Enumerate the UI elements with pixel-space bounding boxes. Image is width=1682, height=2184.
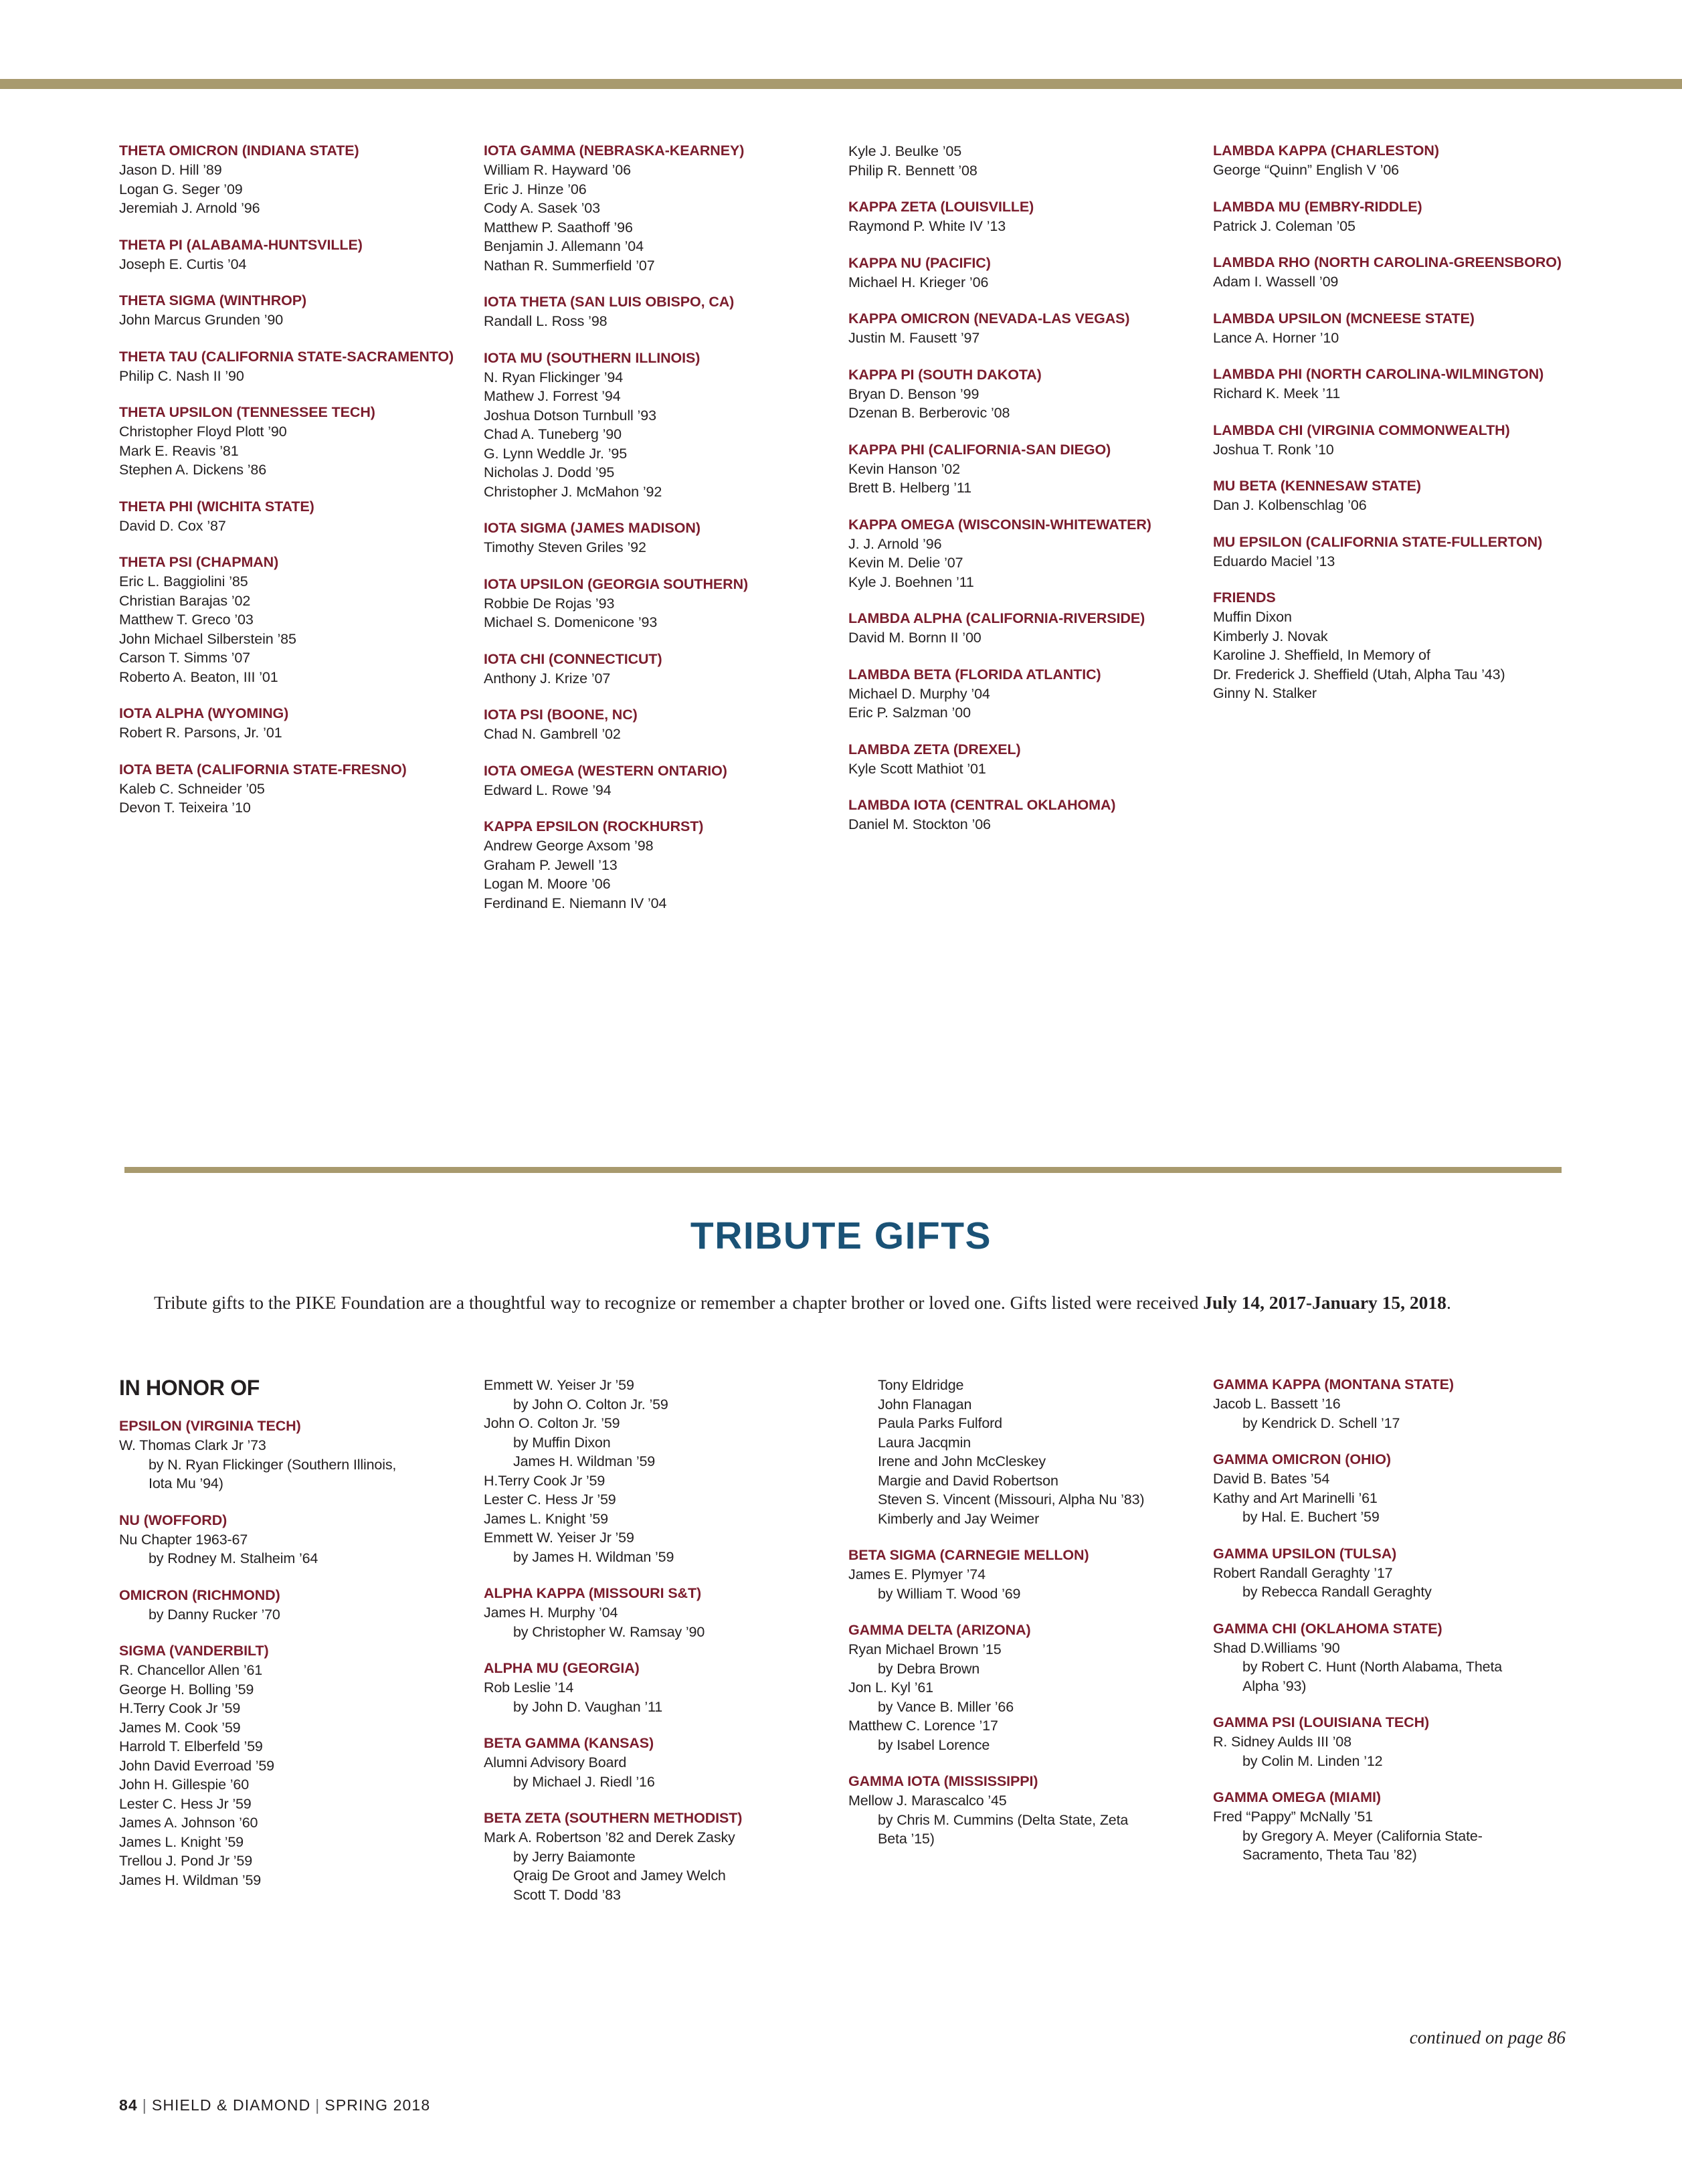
tribute-honoree-name: James M. Cook ’59 (119, 1719, 241, 1736)
tribute-honoree-name: James L. Knight ’59 (484, 1510, 608, 1527)
tribute-donor-credit: Qraig De Groot and Jamey Welch (513, 1868, 726, 1884)
donor-name: Eduardo Maciel ’13 (1213, 553, 1335, 569)
tribute-honoree-name: Ryan Michael Brown ’15 (848, 1641, 1002, 1657)
chapter-group (848, 142, 1200, 180)
tribute-chapter-heading: BETA SIGMA (CARNEGIE MELLON) (848, 1547, 1089, 1563)
tribute-donor-credit: James H. Wildman ’59 (513, 1453, 656, 1469)
tribute-chapter-group (1213, 1451, 1563, 1527)
tribute-column (119, 1376, 484, 1922)
donor-name: Bryan D. Benson ’99 (848, 385, 979, 402)
tribute-donor-credit: Sacramento, Theta Tau ’82) (1242, 1847, 1417, 1863)
tribute-donor-credit: Scott T. Dodd ’83 (513, 1886, 621, 1903)
tribute-honoree-name: James H. Murphy ’04 (484, 1605, 618, 1621)
tribute-honoree-name: Jon L. Kyl ’61 (848, 1679, 933, 1696)
tribute-donor-credit: by Jerry Baiamonte (513, 1848, 636, 1865)
chapter-heading: LAMBDA PHI (NORTH CAROLINA-WILMINGTON) (1213, 366, 1544, 382)
tribute-chapter-heading: ALPHA MU (GEORGIA) (484, 1660, 640, 1676)
tribute-honoree-name: Emmett W. Yeiser Jr ’59 (484, 1530, 634, 1546)
tribute-chapter-heading: GAMMA PSI (LOUISIANA TECH) (1213, 1714, 1430, 1730)
tribute-honoree-name: George H. Bolling ’59 (119, 1681, 254, 1698)
intro-date-range: July 14, 2017-January 15, 2018 (1203, 1292, 1446, 1313)
chapter-heading: KAPPA OMEGA (WISCONSIN-WHITEWATER) (848, 516, 1151, 533)
donor-name: Kevin Hanson ’02 (848, 460, 960, 477)
donor-name: Eric P. Salzman ’00 (848, 705, 971, 721)
chapter-group (1213, 533, 1564, 571)
donor-name: Lance A. Horner ’10 (1213, 329, 1339, 346)
tribute-donor-credit: by Danny Rucker ’70 (149, 1606, 280, 1623)
tribute-donor-credit: by Isabel Lorence (878, 1736, 990, 1753)
tribute-chapter-group (1213, 1789, 1563, 1865)
tribute-chapter-group (484, 1376, 834, 1566)
donor-name: Ferdinand E. Niemann IV ’04 (484, 895, 667, 911)
donor-name: Ginny N. Stalker (1213, 685, 1317, 701)
chapter-group (848, 610, 1200, 648)
tribute-donor-credit: by Debra Brown (878, 1660, 980, 1677)
tribute-listing (119, 1376, 1578, 1922)
chapter-group (1213, 254, 1564, 292)
chapter-heading: LAMBDA UPSILON (MCNEESE STATE) (1213, 310, 1475, 327)
donor-name: Kyle J. Boehnen ’11 (848, 573, 974, 590)
donor-name: Logan G. Seger ’09 (119, 181, 243, 197)
tribute-donor-credit: by William T. Wood ’69 (878, 1585, 1021, 1602)
tribute-chapter-heading: GAMMA OMICRON (OHIO) (1213, 1451, 1391, 1467)
donor-name: Adam I. Wassell ’09 (1213, 274, 1339, 290)
tribute-honoree-name: Kathy and Art Marinelli ’61 (1213, 1489, 1378, 1506)
chapter-group (848, 516, 1200, 592)
chapter-heading: KAPPA NU (PACIFIC) (848, 254, 991, 271)
tribute-donor-credit: by Robert C. Hunt (North Alabama, Theta (1242, 1659, 1503, 1675)
chapter-group (119, 761, 470, 818)
chapter-heading: KAPPA EPSILON (ROCKHURST) (484, 818, 704, 834)
donor-name: Kimberly J. Novak (1213, 628, 1328, 644)
donor-name: Andrew George Axsom ’98 (484, 838, 654, 854)
chapter-heading: THETA SIGMA (WINTHROP) (119, 292, 307, 308)
chapter-heading: IOTA SIGMA (JAMES MADISON) (484, 520, 700, 536)
chapter-heading: KAPPA PI (SOUTH DAKOTA) (848, 366, 1042, 383)
in-honor-of-heading: IN HONOR OF (119, 1376, 260, 1400)
tribute-honoree-name: Robert Randall Geraghty ’17 (1213, 1564, 1393, 1581)
chapter-group (1213, 198, 1564, 236)
chapter-group (484, 818, 835, 913)
tribute-honoree-name: Lester C. Hess Jr ’59 (119, 1795, 252, 1812)
chapter-heading: THETA TAU (CALIFORNIA STATE-SACRAMENTO) (119, 348, 454, 365)
donor-name: Michael D. Murphy ’04 (848, 685, 990, 702)
chapter-heading: LAMBDA MU (EMBRY-RIDDLE) (1213, 198, 1422, 215)
donor-name: Dan J. Kolbenschlag ’06 (1213, 497, 1367, 513)
donor-name: Karoline J. Sheffield, In Memory of (1213, 647, 1430, 663)
chapter-heading: LAMBDA RHO (NORTH CAROLINA-GREENSBORO) (1213, 254, 1562, 270)
donor-name: Justin M. Fausett ’97 (848, 330, 980, 346)
chapter-heading: FRIENDS (1213, 589, 1276, 606)
chapter-group (848, 310, 1200, 348)
chapter-group (119, 236, 470, 274)
tribute-honoree-name: R. Chancellor Allen ’61 (119, 1662, 263, 1678)
donor-name: Carson T. Simms ’07 (119, 650, 251, 666)
tribute-donor-credit: by Rodney M. Stalheim ’64 (149, 1550, 318, 1566)
donor-name: Mark E. Reavis ’81 (119, 442, 239, 459)
footer-separator-2: | (315, 2096, 320, 2114)
donor-name: Benjamin J. Allemann ’04 (484, 238, 644, 254)
tribute-chapter-group (484, 1584, 834, 1641)
tribute-chapter-group (119, 1586, 469, 1625)
chapter-heading: IOTA UPSILON (GEORGIA SOUTHERN) (484, 575, 749, 592)
tribute-chapter-group (1213, 1545, 1563, 1602)
donor-name: Logan M. Moore ’06 (484, 876, 611, 892)
donor-name: Nathan R. Summerfield ’07 (484, 257, 655, 274)
tribute-chapter-heading: BETA ZETA (SOUTHERN METHODIST) (484, 1810, 743, 1826)
tribute-column (1213, 1376, 1578, 1922)
tribute-honoree-name: Harrold T. Elberfeld ’59 (119, 1738, 263, 1754)
tribute-honoree-name: Trellou J. Pond Jr ’59 (119, 1853, 253, 1869)
donor-name: Matthew P. Saathoff ’96 (484, 219, 633, 236)
footer-publication: SHIELD & DIAMOND (151, 2096, 311, 2114)
tribute-donor-credit: Iota Mu ’94) (149, 1475, 223, 1491)
tribute-chapter-heading: GAMMA IOTA (MISSISSIPPI) (848, 1773, 1038, 1789)
donor-name: Philip R. Bennett ’08 (848, 162, 977, 179)
donor-name: J. J. Arnold ’96 (848, 535, 942, 552)
chapter-group (1213, 477, 1564, 515)
chapter-group (119, 553, 470, 687)
chapter-group (119, 498, 470, 536)
donor-name: Randall L. Ross ’98 (484, 313, 608, 329)
tribute-honoree-name: Jacob L. Bassett ’16 (1213, 1396, 1341, 1412)
donor-name: Kevin M. Delie ’07 (848, 555, 963, 571)
chapter-heading: THETA PHI (WICHITA STATE) (119, 498, 314, 515)
tribute-chapter-group (1213, 1714, 1563, 1770)
donor-name: Anthony J. Krize ’07 (484, 670, 611, 687)
donor-name: Joshua Dotson Turnbull ’93 (484, 407, 656, 424)
donor-name: John Marcus Grunden ’90 (119, 312, 284, 328)
tribute-donor-credit: by Gregory A. Meyer (California State- (1242, 1827, 1483, 1844)
chapter-group (1213, 589, 1564, 703)
donor-name: Robert R. Parsons, Jr. ’01 (119, 725, 282, 741)
donor-name: Timothy Steven Griles ’92 (484, 539, 646, 555)
chapter-group (119, 348, 470, 386)
footer-page-number: 84 (119, 2096, 138, 2114)
tribute-chapter-group (1213, 1620, 1563, 1696)
tribute-donor-credit: Paula Parks Fulford (878, 1415, 1002, 1431)
continued-note: continued on page 86 (1409, 2027, 1566, 2047)
tribute-honoree-name: David B. Bates ’54 (1213, 1471, 1330, 1487)
tribute-donor-credit: Irene and John McCleskey (878, 1453, 1046, 1469)
donor-name: Christian Barajas ’02 (119, 592, 251, 609)
donor-name: Joshua T. Ronk ’10 (1213, 441, 1334, 458)
tribute-honoree-name: James H. Wildman ’59 (119, 1872, 262, 1888)
tribute-donor-credit: Tony Eldridge (878, 1377, 964, 1393)
tribute-honoree-name: Matthew C. Lorence ’17 (848, 1718, 998, 1734)
tribute-donor-credit: by Michael J. Riedl ’16 (513, 1773, 655, 1790)
tribute-donor-credit: by Vance B. Miller ’66 (878, 1698, 1014, 1715)
donor-name: Nicholas J. Dodd ’95 (484, 464, 615, 480)
tribute-chapter-heading: EPSILON (VIRGINIA TECH) (119, 1418, 301, 1434)
chapter-heading: LAMBDA IOTA (CENTRAL OKLAHOMA) (848, 797, 1116, 813)
chapter-group (848, 666, 1200, 723)
chapter-heading: LAMBDA ALPHA (CALIFORNIA-RIVERSIDE) (848, 610, 1145, 626)
donor-name: George “Quinn” English V ’06 (1213, 162, 1400, 178)
chapter-heading: LAMBDA ZETA (DREXEL) (848, 741, 1021, 757)
donor-name: John Michael Silberstein ’85 (119, 630, 296, 647)
chapter-heading: KAPPA OMICRON (NEVADA-LAS VEGAS) (848, 310, 1130, 327)
donor-name: David D. Cox ’87 (119, 517, 226, 534)
chapter-heading: MU BETA (KENNESAW STATE) (1213, 478, 1421, 494)
page-footer (119, 2096, 430, 2114)
section-divider-rule (124, 1167, 1562, 1173)
tribute-honoree-name: John H. Gillespie ’60 (119, 1777, 250, 1793)
donor-name: Jeremiah J. Arnold ’96 (119, 200, 260, 216)
donor-name: David M. Bornn II ’00 (848, 630, 982, 646)
chapter-heading: THETA PI (ALABAMA-HUNTSVILLE) (119, 236, 363, 253)
tribute-donor-credit: Margie and David Robertson (878, 1472, 1058, 1489)
tribute-chapter-group (484, 1659, 834, 1716)
chapter-group (484, 575, 835, 632)
donor-name: Stephen A. Dickens ’86 (119, 462, 267, 478)
tribute-donor-credit: by John O. Colton Jr. ’59 (513, 1396, 668, 1413)
tribute-chapter-group (119, 1417, 469, 1493)
tribute-chapter-heading: BETA GAMMA (KANSAS) (484, 1735, 654, 1751)
intro-text-end: . (1446, 1292, 1451, 1313)
tribute-donor-credit: Steven S. Vincent (Missouri, Alpha Nu ’83) (878, 1491, 1145, 1508)
tribute-donor-credit: by Hal. E. Buchert ’59 (1242, 1509, 1380, 1525)
chapter-group (119, 705, 470, 743)
chapter-group (484, 519, 835, 557)
tribute-chapter-heading: OMICRON (RICHMOND) (119, 1586, 280, 1603)
tribute-honoree-name: Fred “Pappy” McNally ’51 (1213, 1809, 1373, 1825)
tribute-honoree-name: John David Everroad ’59 (119, 1757, 274, 1774)
tribute-chapter-heading: GAMMA DELTA (ARIZONA) (848, 1622, 1031, 1638)
donor-name: Raymond P. White IV ’13 (848, 218, 1006, 234)
tribute-chapter-heading: SIGMA (VANDERBILT) (119, 1643, 269, 1659)
chapter-group (848, 198, 1200, 236)
tribute-chapter-heading: GAMMA KAPPA (MONTANA STATE) (1213, 1376, 1454, 1392)
donor-name: Christopher Floyd Plott ’90 (119, 424, 287, 440)
donor-name: Chad A. Tuneberg ’90 (484, 426, 622, 442)
chapter-group (484, 650, 835, 689)
donor-name: Muffin Dixon (1213, 609, 1292, 625)
tribute-donor-credit: by James H. Wildman ’59 (513, 1548, 674, 1565)
chapter-heading: THETA OMICRON (INDIANA STATE) (119, 143, 359, 159)
donor-name: Cody A. Sasek ’03 (484, 200, 600, 216)
tribute-chapter-group (484, 1809, 834, 1904)
chapter-group (119, 292, 470, 330)
tribute-chapter-group (484, 1734, 834, 1791)
donor-name: N. Ryan Flickinger ’94 (484, 369, 624, 385)
tribute-chapter-heading: GAMMA OMEGA (MIAMI) (1213, 1789, 1381, 1805)
donor-name: Devon T. Teixeira ’10 (119, 800, 251, 816)
tribute-donor-credit: by Kendrick D. Schell ’17 (1242, 1415, 1400, 1431)
tribute-honoree-name: Rob Leslie ’14 (484, 1679, 574, 1696)
tribute-chapter-group (848, 1621, 1198, 1754)
tribute-honoree-name: Alumni Advisory Board (484, 1754, 627, 1770)
donor-name: Roberto A. Beaton, III ’01 (119, 668, 278, 685)
chapter-heading: LAMBDA CHI (VIRGINIA COMMONWEALTH) (1213, 422, 1510, 438)
donor-name: Jason D. Hill ’89 (119, 162, 222, 178)
tribute-honoree-name: James L. Knight ’59 (119, 1833, 244, 1850)
chapter-group (484, 706, 835, 744)
tribute-donor-credit: by John D. Vaughan ’11 (513, 1698, 663, 1715)
chapter-group (848, 366, 1200, 423)
tribute-donor-credit: by Chris M. Cummins (Delta State, Zeta (878, 1811, 1129, 1828)
tribute-honoree-name: James A. Johnson ’60 (119, 1815, 258, 1831)
tribute-chapter-group (119, 1642, 469, 1890)
tribute-donor-credit: by Rebecca Randall Geraghty (1242, 1584, 1432, 1600)
donor-name: Graham P. Jewell ’13 (484, 856, 618, 873)
tribute-chapter-group (848, 1546, 1198, 1603)
tribute-honoree-name: H.Terry Cook Jr ’59 (119, 1700, 241, 1716)
chapter-heading: LAMBDA BETA (FLORIDA ATLANTIC) (848, 666, 1101, 682)
donor-column (484, 142, 848, 913)
donor-column (119, 142, 484, 913)
tribute-donor-credit: Alpha ’93) (1242, 1677, 1307, 1694)
tribute-chapter-heading: ALPHA KAPPA (MISSOURI S&T) (484, 1585, 702, 1601)
tribute-intro-paragraph (119, 1289, 1572, 1316)
footer-issue: SPRING 2018 (324, 2096, 431, 2114)
tribute-chapter-group (1213, 1376, 1563, 1433)
tribute-gifts-title: TRIBUTE GIFTS (690, 1214, 992, 1257)
tribute-donor-credit: by Christopher W. Ramsay ’90 (513, 1623, 705, 1640)
tribute-honoree-name: Emmett W. Yeiser Jr ’59 (484, 1377, 634, 1393)
donor-name: Daniel M. Stockton ’06 (848, 816, 991, 832)
intro-text-part1: Tribute gifts to the PIKE Foundation are a thoughtful way to recognize or remember a chapter brother or loved one. Gifts listed were received (154, 1292, 1204, 1313)
chapter-group (119, 142, 470, 218)
donor-name: Kyle Scott Mathiot ’01 (848, 760, 986, 777)
chapter-heading: KAPPA ZETA (LOUISVILLE) (848, 199, 1034, 215)
donor-name: Patrick J. Coleman ’05 (1213, 217, 1356, 234)
chapter-heading: LAMBDA KAPPA (CHARLESTON) (1213, 143, 1439, 159)
chapter-heading: THETA UPSILON (TENNESSEE TECH) (119, 404, 375, 420)
tribute-donor-credit: Kimberly and Jay Weimer (878, 1510, 1040, 1527)
tribute-chapter-heading: GAMMA UPSILON (TULSA) (1213, 1545, 1397, 1562)
chapter-group (1213, 310, 1564, 348)
chapter-group (484, 293, 835, 331)
tribute-honoree-name: James E. Plymyer ’74 (848, 1566, 986, 1582)
tribute-chapter-group (848, 1772, 1198, 1849)
tribute-donor-credit: John Flanagan (878, 1396, 972, 1413)
donor-name: Brett B. Helberg ’11 (848, 480, 972, 496)
donor-name: Christopher J. McMahon ’92 (484, 483, 662, 500)
donor-name: Michael H. Krieger ’06 (848, 274, 989, 290)
donor-column (848, 142, 1213, 913)
donor-name: Eric L. Baggiolini ’85 (119, 573, 248, 589)
donor-name: Eric J. Hinze ’06 (484, 181, 587, 197)
donor-listing (119, 142, 1578, 913)
chapter-heading: KAPPA PHI (CALIFORNIA-SAN DIEGO) (848, 441, 1111, 458)
top-gold-rule (0, 79, 1682, 89)
chapter-group (119, 403, 470, 480)
chapter-group (848, 796, 1200, 834)
chapter-heading: IOTA MU (SOUTHERN ILLINOIS) (484, 349, 700, 366)
tribute-chapter-heading: GAMMA CHI (OKLAHOMA STATE) (1213, 1620, 1442, 1637)
donor-name: Matthew T. Greco ’03 (119, 612, 254, 628)
chapter-heading: IOTA ALPHA (WYOMING) (119, 705, 289, 721)
chapter-heading: THETA PSI (CHAPMAN) (119, 554, 279, 570)
chapter-group (848, 254, 1200, 292)
tribute-honoree-name: Lester C. Hess Jr ’59 (484, 1491, 616, 1508)
tribute-donor-credit: by Colin M. Linden ’12 (1242, 1752, 1383, 1769)
chapter-group (484, 349, 835, 502)
chapter-heading: IOTA CHI (CONNECTICUT) (484, 650, 662, 667)
chapter-group (848, 441, 1200, 498)
chapter-heading: IOTA OMEGA (WESTERN ONTARIO) (484, 762, 727, 779)
tribute-honoree-name: Shad D.Williams ’90 (1213, 1639, 1340, 1656)
chapter-heading: IOTA THETA (SAN LUIS OBISPO, CA) (484, 294, 735, 310)
tribute-honoree-name: H.Terry Cook Jr ’59 (484, 1472, 605, 1489)
donor-name: Kyle J. Beulke ’05 (848, 143, 962, 159)
tribute-donor-credit: by Muffin Dixon (513, 1434, 611, 1451)
donor-name: Kaleb C. Schneider ’05 (119, 780, 265, 797)
tribute-chapter-group (119, 1512, 469, 1568)
donor-name: Joseph E. Curtis ’04 (119, 256, 247, 272)
donor-name: G. Lynn Weddle Jr. ’95 (484, 445, 628, 462)
chapter-heading: IOTA BETA (CALIFORNIA STATE-FRESNO) (119, 761, 407, 778)
donor-name: Richard K. Meek ’11 (1213, 385, 1341, 401)
chapter-group (484, 762, 835, 800)
chapter-group (1213, 142, 1564, 180)
tribute-donor-credit: by N. Ryan Flickinger (Southern Illinois, (149, 1456, 397, 1473)
tribute-honoree-name: W. Thomas Clark Jr ’73 (119, 1437, 266, 1453)
chapter-group (1213, 365, 1564, 403)
tribute-honoree-name: Mark A. Robertson ’82 and Derek Zasky (484, 1829, 735, 1845)
donor-name: Chad N. Gambrell ’02 (484, 726, 621, 742)
tribute-chapter-heading: NU (WOFFORD) (119, 1512, 227, 1528)
footer-separator-1: | (142, 2096, 147, 2114)
donor-name: Philip C. Nash II ’90 (119, 367, 244, 384)
tribute-honoree-name: Mellow J. Marascalco ’45 (848, 1793, 1007, 1809)
donor-name: Edward L. Rowe ’94 (484, 782, 612, 798)
tribute-honoree-name: R. Sidney Aulds III ’08 (1213, 1734, 1351, 1750)
donor-name: Robbie De Rojas ’93 (484, 595, 615, 612)
tribute-honoree-name: Nu Chapter 1963-67 (119, 1531, 248, 1548)
tribute-honoree-name: John O. Colton Jr. ’59 (484, 1415, 620, 1431)
chapter-group (848, 741, 1200, 779)
donor-name: Dr. Frederick J. Sheffield (Utah, Alpha Tau ’43) (1213, 666, 1505, 682)
donor-name: Mathew J. Forrest ’94 (484, 388, 621, 404)
tribute-chapter-group (848, 1376, 1198, 1528)
chapter-heading: MU EPSILON (CALIFORNIA STATE-FULLERTON) (1213, 533, 1543, 550)
chapter-heading: IOTA PSI (BOONE, NC) (484, 707, 638, 723)
donor-name: William R. Hayward ’06 (484, 162, 632, 178)
chapter-group (484, 142, 835, 275)
tribute-donor-credit: Laura Jacqmin (878, 1434, 971, 1451)
donor-name: Dzenan B. Berberovic ’08 (848, 405, 1010, 421)
donor-column (1213, 142, 1578, 913)
tribute-donor-credit: Beta ’15) (878, 1831, 935, 1847)
tribute-column (484, 1376, 848, 1922)
chapter-group (1213, 422, 1564, 460)
donor-name: Michael S. Domenicone ’93 (484, 614, 658, 630)
tribute-column (848, 1376, 1213, 1922)
chapter-heading: IOTA GAMMA (NEBRASKA-KEARNEY) (484, 143, 745, 159)
